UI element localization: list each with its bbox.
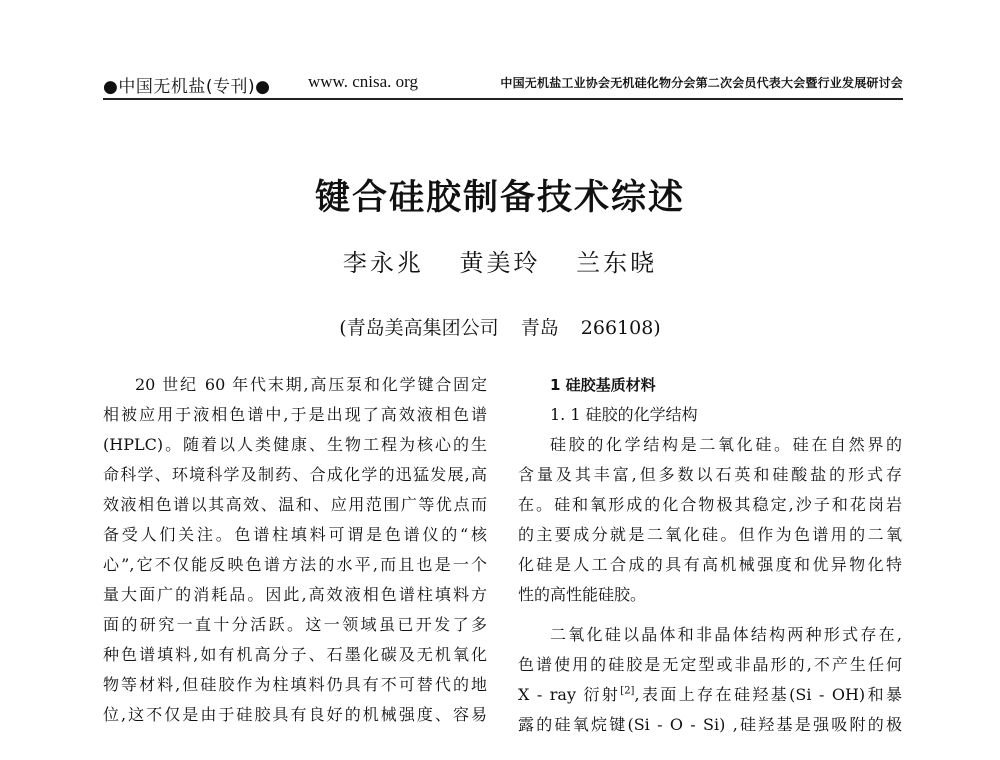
body-line: 命科学、环境科学及制药、合成化学的迅猛发展,高 <box>103 465 487 484</box>
body-line: 色谱使用的硅胶是无定型或非晶形的,不产生任何 <box>518 655 902 674</box>
body-line: 量大面广的消耗品。因此,高效液相色谱柱填料方 <box>103 585 487 604</box>
affiliation <box>0 313 1000 340</box>
running-header <box>103 66 903 96</box>
affiliation-city: 青岛 <box>520 317 559 339</box>
body-line: 20 世纪 60 年代末期,高压泵和化学键合固定 <box>135 375 487 394</box>
author-list <box>0 243 1000 278</box>
author: 黄美玲 <box>459 249 541 277</box>
author: 兰东晓 <box>576 249 658 277</box>
body-line: 心”,它不仅能反映色谱方法的水平,而且也是一个 <box>103 555 487 574</box>
meeting-name: 中国无机盐工业协会无机硅化物分会第二次会员代表大会暨行业发展研讨会 <box>500 76 903 90</box>
body-line: (HPLC)。随着以人类健康、生物工程为核心的生 <box>103 435 487 454</box>
body-line: 面的研究一直十分活跃。这一领域虽已开发了多 <box>103 615 487 634</box>
paragraph-gap <box>518 610 902 620</box>
journal-url[interactable]: www. cnisa. org <box>308 72 419 91</box>
body-line: 备受人们关注。色谱柱填料可谓是色谱仪的“核 <box>103 525 487 544</box>
right-column <box>518 370 902 740</box>
body-line: 性的高性能硅胶。 <box>518 585 647 604</box>
body-line: 化硅是人工合成的具有高机械强度和优异物化特 <box>518 555 902 574</box>
body-line: 效液相色谱以其高效、温和、应用范围广等优点而 <box>103 495 487 514</box>
body-line: 的主要成分就是二氧化硅。但作为色谱用的二氧 <box>518 525 902 544</box>
body-line: 相被应用于液相色谱中,于是出现了高效液相色谱 <box>103 405 487 424</box>
body-line: 种色谱填料,如有机高分子、石墨化碳及无机氧化 <box>103 645 487 664</box>
affiliation-org: (青岛美高集团公司 <box>339 317 499 339</box>
section-heading: 1 硅胶基质材料 <box>550 376 656 394</box>
citation-ref[interactable]: [2] <box>620 685 635 697</box>
body-line <box>518 680 902 710</box>
body-line: 露的硅氧烷键(Si - O - Si) ,硅羟基是强吸附的极 <box>518 715 902 734</box>
affiliation-postcode: 266108) <box>580 317 661 339</box>
body-line: 物等材料,但硅胶作为柱填料仍具有不可替代的地 <box>103 675 487 694</box>
body-line: 二氧化硅以晶体和非晶体结构两种形式存在, <box>550 625 902 644</box>
body-line: 硅胶的化学结构是二氧化硅。硅在自然界的 <box>550 435 902 454</box>
journal-name: ●中国无机盐(专刊)● <box>103 77 271 97</box>
subsection-heading: 1. 1 硅胶的化学结构 <box>550 405 698 424</box>
header-divider <box>103 98 903 100</box>
xray-text-rest: ,表面上存在硅羟基(Si - OH)和暴 <box>634 685 902 704</box>
xray-text: X - ray 衍射 <box>518 685 621 704</box>
left-column <box>103 370 487 730</box>
author: 李永兆 <box>342 249 424 277</box>
body-line: 含量及其丰富,但多数以石英和硅酸盐的形式存 <box>518 465 902 484</box>
article-title: 键合硅胶制备技术综述 <box>314 177 685 218</box>
body-line: 在。硅和氧形成的化合物极其稳定,沙子和花岗岩 <box>518 495 902 514</box>
body-line: 位,这不仅是由于硅胶具有良好的机械强度、容易 <box>103 705 487 724</box>
